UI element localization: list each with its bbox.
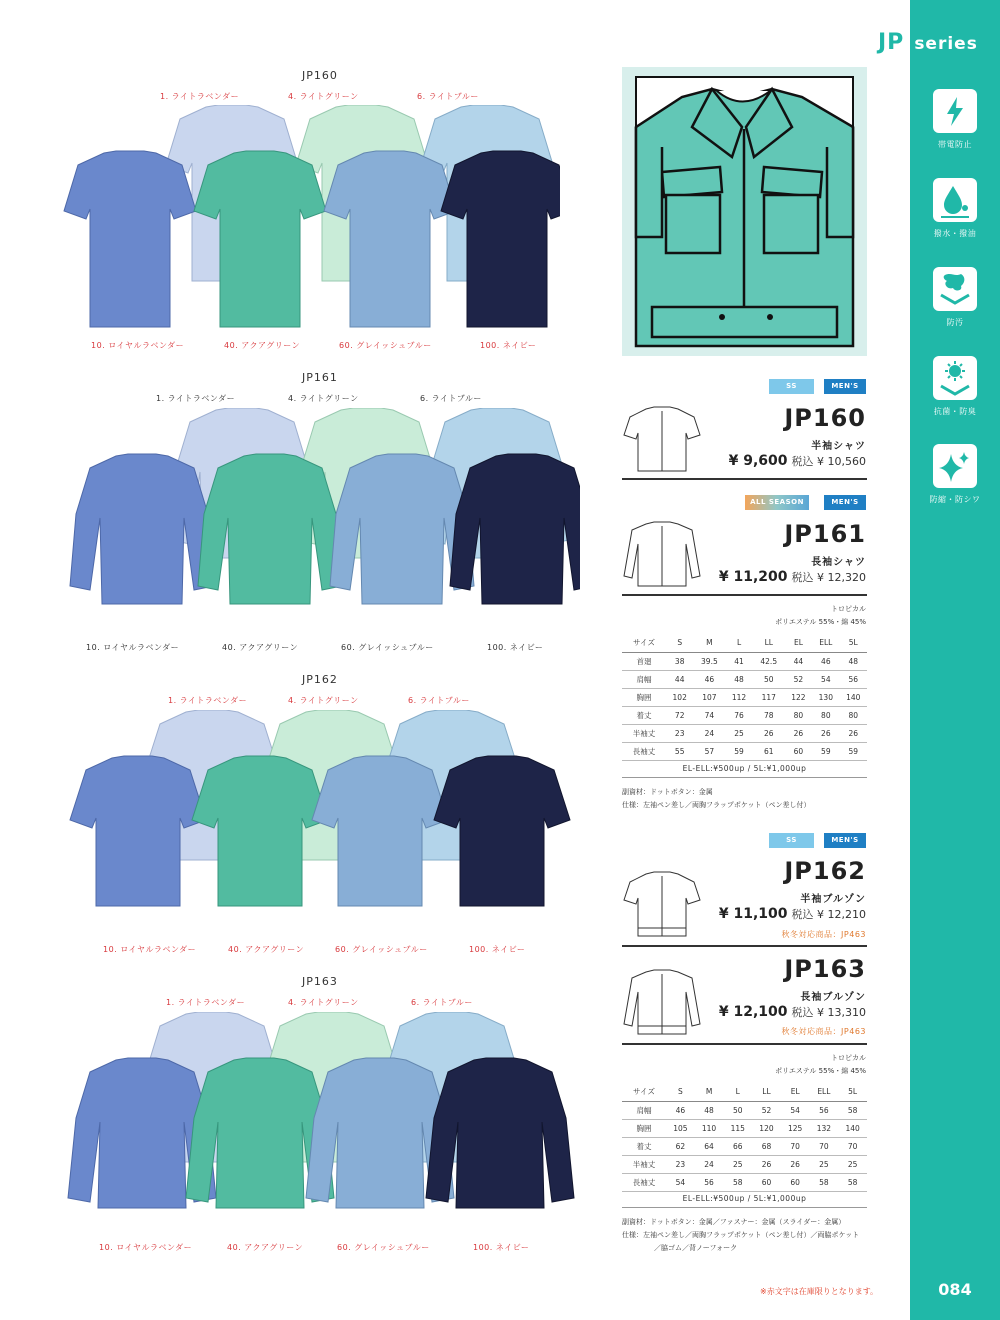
- size-value: 26: [812, 724, 839, 742]
- size-value: 105: [666, 1119, 695, 1137]
- size-value: 122: [785, 688, 812, 706]
- stain-guard-icon: [933, 267, 977, 311]
- size-value: 24: [695, 1155, 724, 1173]
- measurement-label: 胸囲: [622, 688, 666, 706]
- size-value: 58: [838, 1173, 867, 1191]
- size-value: 68: [752, 1137, 781, 1155]
- size-value: 80: [785, 706, 812, 724]
- color-label: 6. ライトブルー: [417, 92, 479, 101]
- season-badge: SS: [769, 379, 814, 394]
- color-label: 10. ロイヤルラベンダー: [103, 945, 197, 954]
- size-value: 52: [785, 670, 812, 688]
- size-header-cell: サイズ: [622, 634, 666, 652]
- size-value: 41: [725, 652, 752, 670]
- size-row: [622, 652, 867, 670]
- divider: [622, 478, 867, 480]
- size-value: 25: [810, 1155, 839, 1173]
- size-row: [622, 1119, 867, 1137]
- color-label: 100. ネイビー: [473, 1243, 530, 1252]
- size-header-cell: S: [666, 634, 693, 652]
- size-value: 59: [725, 742, 752, 760]
- size-value: 60: [781, 1173, 810, 1191]
- size-value: 80: [812, 706, 839, 724]
- stock-footnote: ※赤文字は在庫限りとなります。: [760, 1287, 879, 1296]
- size-header-cell: LL: [753, 634, 785, 652]
- size-row: [622, 670, 867, 688]
- size-value: 140: [840, 688, 867, 706]
- size-value: 70: [781, 1137, 810, 1155]
- size-value: 70: [810, 1137, 839, 1155]
- size-surcharge: EL-ELL:¥500up / 5L:¥1,000up: [682, 1194, 807, 1203]
- product-price: ¥ 12,100 税込 ¥ 13,310: [718, 1004, 866, 1020]
- product-name: 長袖ブルゾン: [800, 992, 866, 1003]
- color-label: 4. ライトグリーン: [288, 998, 359, 1007]
- jp160-product-photo: [60, 105, 560, 335]
- measurement-label: 長袖丈: [622, 742, 666, 760]
- size-value: 76: [725, 706, 752, 724]
- size-value: 56: [695, 1173, 724, 1191]
- size-value: 44: [666, 670, 693, 688]
- color-label: 10. ロイヤルラベンダー: [86, 643, 180, 652]
- size-value: 58: [810, 1173, 839, 1191]
- size-value: 57: [693, 742, 725, 760]
- jp162-flat-sketch: [622, 870, 702, 942]
- size-value: 72: [666, 706, 693, 724]
- size-value: 117: [753, 688, 785, 706]
- color-label: 40. アクアグリーン: [224, 341, 301, 350]
- jp161-flat-sketch: [622, 520, 702, 588]
- divider: [622, 594, 867, 596]
- product-code: JP161: [784, 520, 866, 548]
- size-value: 70: [838, 1137, 867, 1155]
- color-label: 100. ネイビー: [480, 341, 537, 350]
- fabric-info: トロピカル ポリエステル 55%・綿 45%: [775, 1054, 866, 1075]
- measurement-label: 首廻: [622, 652, 666, 670]
- size-value: 74: [693, 706, 725, 724]
- gender-badge: MEN'S: [824, 495, 866, 510]
- product-price: ¥ 11,100 税込 ¥ 12,210: [718, 906, 866, 922]
- size-value: 56: [810, 1101, 839, 1119]
- size-row: [622, 1173, 867, 1191]
- product-code: JP162: [784, 857, 866, 885]
- size-table: [622, 1083, 867, 1192]
- color-label: 4. ライトグリーン: [288, 696, 359, 705]
- jp162-product-photo: [60, 710, 580, 938]
- size-value: 120: [752, 1119, 781, 1137]
- autumn-winter-note: 秋冬対応商品：JP463: [781, 930, 866, 939]
- size-surcharge: EL-ELL:¥500up / 5L:¥1,000up: [682, 764, 807, 773]
- feature-shrink-resistant: 防縮・防シワ: [910, 444, 1000, 505]
- size-value: 52: [752, 1101, 781, 1119]
- page-number: 084: [938, 1280, 972, 1299]
- product-code: JP163: [784, 955, 866, 983]
- size-header-cell: L: [725, 634, 752, 652]
- divider: [622, 945, 867, 947]
- size-value: 54: [812, 670, 839, 688]
- size-value: 46: [666, 1101, 695, 1119]
- size-header-cell: M: [695, 1083, 724, 1101]
- size-header-cell: ELL: [810, 1083, 839, 1101]
- color-label: 60. グレイッシュブルー: [335, 945, 428, 954]
- size-header-cell: LL: [752, 1083, 781, 1101]
- size-value: 59: [840, 742, 867, 760]
- size-value: 60: [785, 742, 812, 760]
- group-title-jp161: JP161: [302, 371, 338, 384]
- color-label: 1. ライトラベンダー: [156, 394, 236, 403]
- jp163-product-photo: [60, 1012, 590, 1236]
- size-header-cell: ELL: [812, 634, 839, 652]
- product-price: ¥ 9,600 税込 ¥ 10,560: [728, 453, 866, 469]
- water-drop-icon: [933, 178, 977, 222]
- size-value: 25: [723, 1155, 752, 1173]
- color-label: 40. アクアグリーン: [228, 945, 305, 954]
- color-label: 6. ライトブルー: [408, 696, 470, 705]
- size-header-row: [622, 1083, 867, 1101]
- size-value: 107: [693, 688, 725, 706]
- size-value: 61: [753, 742, 785, 760]
- product-name: 半袖シャツ: [811, 441, 866, 452]
- size-value: 48: [725, 670, 752, 688]
- size-value: 60: [752, 1173, 781, 1191]
- size-value: 50: [723, 1101, 752, 1119]
- size-value: 39.5: [693, 652, 725, 670]
- size-value: 26: [752, 1155, 781, 1173]
- size-value: 25: [838, 1155, 867, 1173]
- jp160-flat-sketch: [622, 405, 702, 473]
- color-label: 6. ライトブルー: [411, 998, 473, 1007]
- color-label: 60. グレイッシュブルー: [337, 1243, 430, 1252]
- feature-stain-guard: 防汚: [910, 267, 1000, 328]
- size-value: 44: [785, 652, 812, 670]
- size-value: 56: [840, 670, 867, 688]
- size-row: [622, 1101, 867, 1119]
- size-header-cell: サイズ: [622, 1083, 666, 1101]
- size-value: 78: [753, 706, 785, 724]
- color-label: 6. ライトブルー: [420, 394, 482, 403]
- size-row: [622, 724, 867, 742]
- measurement-label: 着丈: [622, 1137, 666, 1155]
- color-label: 10. ロイヤルラベンダー: [91, 341, 185, 350]
- lightning-icon: [933, 89, 977, 133]
- size-value: 66: [723, 1137, 752, 1155]
- color-label: 1. ライトラベンダー: [168, 696, 248, 705]
- size-value: 50: [753, 670, 785, 688]
- measurement-label: 肩幅: [622, 670, 666, 688]
- jp161-product-photo: [60, 408, 580, 636]
- size-value: 64: [695, 1137, 724, 1155]
- color-label: 60. グレイッシュブルー: [339, 341, 432, 350]
- size-header-cell: L: [723, 1083, 752, 1101]
- size-value: 132: [810, 1119, 839, 1137]
- size-value: 102: [666, 688, 693, 706]
- group-title-jp163: JP163: [302, 975, 338, 988]
- feature-antistatic: 帯電防止: [910, 89, 1000, 150]
- product-price: ¥ 11,200 税込 ¥ 12,320: [718, 569, 866, 585]
- size-value: 115: [723, 1119, 752, 1137]
- size-value: 26: [840, 724, 867, 742]
- color-label: 100. ネイビー: [469, 945, 526, 954]
- color-label: 100. ネイビー: [487, 643, 544, 652]
- size-value: 55: [666, 742, 693, 760]
- measurement-label: 半袖丈: [622, 724, 666, 742]
- divider: [622, 1207, 867, 1208]
- size-value: 54: [781, 1101, 810, 1119]
- size-row: [622, 1137, 867, 1155]
- group-title-jp162: JP162: [302, 673, 338, 686]
- measurement-label: 半袖丈: [622, 1155, 666, 1173]
- product-name: 長袖シャツ: [811, 557, 866, 568]
- color-label: 4. ライトグリーン: [288, 394, 359, 403]
- size-value: 110: [695, 1119, 724, 1137]
- size-value: 80: [840, 706, 867, 724]
- season-badge: ALL SEASON: [745, 495, 809, 510]
- measurement-label: 肩幅: [622, 1101, 666, 1119]
- size-row: [622, 742, 867, 760]
- color-label: 1. ライトラベンダー: [160, 92, 240, 101]
- size-value: 58: [838, 1101, 867, 1119]
- product-name: 半袖ブルゾン: [800, 894, 866, 905]
- size-value: 125: [781, 1119, 810, 1137]
- material-notes: 副資材：ドットボタン：金属／ファスナー：金属（スライダー：金属） 仕様：左袖ペン差し／両胸フラップポケット（ペン差し付）／両脇ポケット ／脇ゴム／背ノーフォーク: [622, 1218, 860, 1252]
- size-value: 25: [725, 724, 752, 742]
- size-value: 62: [666, 1137, 695, 1155]
- size-value: 46: [812, 652, 839, 670]
- gender-badge: MEN'S: [824, 833, 866, 848]
- size-value: 58: [723, 1173, 752, 1191]
- autumn-winter-note: 秋冬対応商品：JP463: [781, 1027, 866, 1036]
- size-row: [622, 706, 867, 724]
- color-label: 10. ロイヤルラベンダー: [99, 1243, 193, 1252]
- size-value: 48: [840, 652, 867, 670]
- size-table: [622, 634, 867, 761]
- color-label: 40. アクアグリーン: [222, 643, 299, 652]
- size-value: 38: [666, 652, 693, 670]
- feature-water-repellent: 撥水・撥油: [910, 178, 1000, 239]
- size-value: 24: [693, 724, 725, 742]
- divider: [622, 1043, 867, 1045]
- size-header-cell: EL: [785, 634, 812, 652]
- size-value: 26: [785, 724, 812, 742]
- fabric-info: トロピカル ポリエステル 55%・綿 45%: [775, 605, 866, 626]
- size-value: 130: [812, 688, 839, 706]
- size-value: 140: [838, 1119, 867, 1137]
- measurement-label: 長袖丈: [622, 1173, 666, 1191]
- size-header-cell: S: [666, 1083, 695, 1101]
- color-label: 4. ライトグリーン: [288, 92, 359, 101]
- size-value: 23: [666, 724, 693, 742]
- color-label: 1. ライトラベンダー: [166, 998, 246, 1007]
- size-header-row: [622, 634, 867, 652]
- series-title: JP series: [878, 30, 978, 55]
- sparkle-icon: [933, 444, 977, 488]
- jp163-flat-sketch: [622, 968, 702, 1040]
- gender-badge: MEN'S: [824, 379, 866, 394]
- size-value: 23: [666, 1155, 695, 1173]
- size-header-cell: 5L: [840, 634, 867, 652]
- size-value: 48: [695, 1101, 724, 1119]
- group-title-jp160: JP160: [302, 69, 338, 82]
- size-value: 42.5: [753, 652, 785, 670]
- product-code: JP160: [784, 404, 866, 432]
- detail-illustration: [622, 67, 867, 356]
- size-header-cell: M: [693, 634, 725, 652]
- size-row: [622, 1155, 867, 1173]
- season-badge: SS: [769, 833, 814, 848]
- divider: [622, 777, 867, 778]
- measurement-label: 胸囲: [622, 1119, 666, 1137]
- color-label: 60. グレイッシュブルー: [341, 643, 434, 652]
- size-value: 26: [781, 1155, 810, 1173]
- feature-antibacterial: 抗菌・防臭: [910, 356, 1000, 417]
- size-value: 26: [753, 724, 785, 742]
- material-notes: 副資材：ドットボタン：金属 仕様：左袖ペン差し／両胸フラップポケット（ペン差し付）: [622, 788, 811, 809]
- size-row: [622, 688, 867, 706]
- color-label: 40. アクアグリーン: [227, 1243, 304, 1252]
- size-value: 59: [812, 742, 839, 760]
- antibacterial-icon: [933, 356, 977, 400]
- size-value: 46: [693, 670, 725, 688]
- measurement-label: 着丈: [622, 706, 666, 724]
- size-header-cell: 5L: [838, 1083, 867, 1101]
- size-value: 54: [666, 1173, 695, 1191]
- size-header-cell: EL: [781, 1083, 810, 1101]
- size-value: 112: [725, 688, 752, 706]
